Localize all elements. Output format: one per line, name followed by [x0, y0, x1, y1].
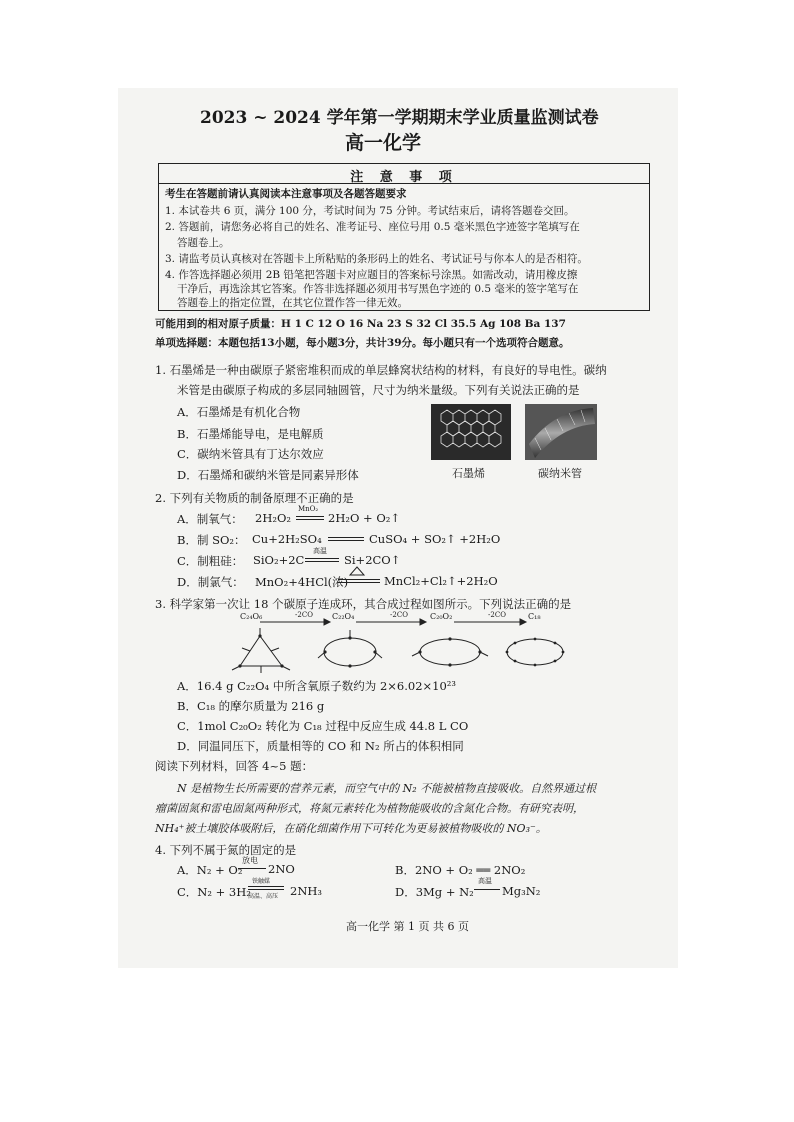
- q3-synthesis-diagram: [230, 618, 570, 674]
- q2-option-d-label: D．制氯气：: [177, 575, 244, 589]
- q4-option-a-right: 2NO: [268, 862, 295, 876]
- q3-species-1: C₂₄O₆: [240, 612, 263, 621]
- reading-paragraph-3: NH₄⁺被土壤胶体吸附后，在硝化细菌作用下可转化为更易被植物吸收的 NO₃⁻。: [155, 822, 547, 835]
- subject-title: 高一化学: [345, 132, 422, 154]
- q4-option-c-cond-bottom: 高温、高压: [248, 893, 279, 900]
- q2-option-d-equals: [338, 579, 380, 583]
- q2-option-d-right: MnCl₂+Cl₂↑+2H₂O: [384, 574, 498, 588]
- nanotube-caption: 碳纳米管: [538, 467, 582, 480]
- q4-option-d-arrow: [474, 889, 500, 890]
- q2-option-a-right: 2H₂O + O₂↑: [328, 511, 401, 525]
- q1-option-a: A．石墨烯是有机化合物: [177, 405, 301, 419]
- q4-option-a-cond: 放电: [242, 856, 258, 865]
- notice-divider: [159, 183, 649, 184]
- q1-stem-1: 1. 石墨烯是一种由碳原子紧密堆积而成的单层蜂窝状结构的材料，有良好的导电性。碳纳: [155, 363, 607, 377]
- q4-option-c-arrow: [248, 886, 284, 890]
- reading-paragraph-1: N 是植物生长所需要的营养元素，而空气中的 N₂ 不能被植物直接吸收。自然界通过根: [177, 782, 597, 795]
- q2-stem: 2. 下列有关物质的制备原理不正确的是: [155, 491, 354, 505]
- q2-option-b-right: CuSO₄ + SO₂↑ +2H₂O: [369, 532, 501, 546]
- q2-option-a-left: 2H₂O₂: [255, 511, 291, 525]
- q3-molecule-3: [420, 639, 480, 665]
- exam-title: 2023 ~ 2024 学年第一学期期末学业质量监测试卷: [200, 108, 599, 128]
- q4-option-c-cond-top: 铁触媒: [252, 878, 271, 885]
- q3-stem: 3. 科学家第一次让 18 个碳原子连成环，其合成过程如图所示。下列说法正确的是: [155, 597, 572, 611]
- q3-option-b: B．C₁₈ 的摩尔质量为 216 g: [177, 699, 325, 713]
- q2-option-c-equals: [305, 558, 339, 562]
- q2-option-b-equals: [328, 537, 364, 541]
- q4-option-a-arrow: [238, 868, 266, 869]
- q2-option-c-right: Si+2CO↑: [344, 553, 401, 567]
- notice-line-4c: 答题卷上的指定位置，在其它位置作答一律无效。: [177, 297, 408, 309]
- q2-option-d-heat-icon: [348, 561, 366, 580]
- q2-option-c-cond: 高温: [313, 547, 327, 555]
- nanotube-image: [525, 404, 597, 460]
- notice-line-4: 4. 作答选择题必须用 2B 铅笔把答题卡对应题目的答案标号涂黑。如需改动，请用橡皮擦: [165, 269, 578, 281]
- atomic-masses: 可能用到的相对原子质量：H 1 C 12 O 16 Na 23 S 32 Cl 35.5 Ag 108 Ba 137: [155, 318, 566, 330]
- q2-option-a-equals: [296, 516, 324, 520]
- q3-option-c: C．1mol C₂₀O₂ 转化为 C₁₈ 过程中反应生成 44.8 L CO: [177, 719, 469, 733]
- q1-stem-2: 米管是由碳原子构成的多层同轴圆管，尺寸为纳米量级。下列有关说法正确的是: [177, 383, 580, 397]
- q3-arrowhead-2: [420, 619, 426, 625]
- q3-arrow-label-3: -2CO: [488, 611, 506, 619]
- q4-option-d-right: Mg₃N₂: [502, 884, 541, 898]
- q4-option-a-left: A．N₂ + O₂: [177, 863, 243, 877]
- q3-molecule-1: [240, 636, 282, 666]
- notice-line-4b: 干净后，再选涂其它答案。作答非选择题必须用书写黑色字迹的 0.5 毫米的签字笔写在: [177, 283, 579, 295]
- q3-species-4: C₁₈: [528, 612, 541, 621]
- page-footer: 高一化学 第 1 页 共 6 页: [346, 920, 469, 933]
- section-heading: 单项选择题：本题包括13小题，每小题3分，共计39分。每小题只有一个选项符合题意。: [155, 337, 570, 349]
- q3-species-3: C₂₀O₂: [430, 612, 453, 621]
- q1-option-d: D．石墨烯和碳纳米管是同素异形体: [177, 468, 359, 482]
- notice-line-2b: 答题卷上。: [177, 237, 230, 249]
- q3-option-a: A．16.4 g C₂₂O₄ 中所含氧原子数约为 2×6.02×10²³: [177, 679, 456, 693]
- q3-molecule-2: [324, 638, 376, 666]
- q2-option-a-cond: MnO₂: [298, 505, 319, 513]
- graphene-caption: 石墨烯: [452, 467, 485, 480]
- q2-option-c-left: SiO₂+2C: [253, 553, 305, 567]
- notice-line-1: 1. 本试卷共 6 页，满分 100 分，考试时间为 75 分钟。考试结束后，请将答题卷交回。: [165, 205, 575, 217]
- q3-arrow-label-1: -2CO: [295, 611, 313, 619]
- q3-arrow-label-2: -2CO: [390, 611, 408, 619]
- notice-line-3: 3. 请监考员认真核对在答题卡上所粘贴的条形码上的姓名、考试证号与你本人的是否相符。: [165, 253, 588, 265]
- q1-option-c: C．碳纳米管具有丁达尔效应: [177, 447, 324, 461]
- q3-arrowhead-1: [324, 619, 330, 625]
- reading-intro: 阅读下列材料，回答 4~5 题：: [155, 759, 314, 773]
- q4-option-b: B．2NO + O₂ ══ 2NO₂: [395, 863, 526, 877]
- notice-line-2: 2. 答题前，请您务必将自己的姓名、准考证号、座位号用 0.5 毫米黑色字迹签字笔填写在: [165, 221, 580, 233]
- q2-option-c-label: C．制粗硅：: [177, 554, 244, 568]
- q4-option-c-left: C．N₂ + 3H₂: [177, 885, 251, 899]
- graphene-image: [431, 404, 511, 460]
- q3-arrowhead-3: [520, 619, 526, 625]
- q4-option-d-cond: 高温: [478, 877, 492, 885]
- q4-option-d-left: D．3Mg + N₂: [395, 885, 474, 899]
- notice-title: 注 意 事 项: [350, 170, 458, 185]
- notice-subtitle: 考生在答题前请认真阅读本注意事项及各题答题要求: [165, 188, 407, 200]
- q2-option-b-left: Cu+2H₂SO₄: [252, 532, 322, 546]
- q1-option-b: B．石墨烯能导电，是电解质: [177, 427, 324, 441]
- q2-option-a-label: A．制氧气：: [177, 512, 243, 526]
- q3-option-d: D．同温同压下，质量相等的 CO 和 N₂ 所占的体积相同: [177, 739, 464, 753]
- q3-species-2: C₂₂O₄: [332, 612, 355, 621]
- q4-option-c-right: 2NH₃: [290, 884, 323, 898]
- reading-paragraph-2: 瘤菌固氮和雷电固氮两种形式，将氮元素转化为植物能吸收的含氮化合物。有研究表明，: [155, 802, 584, 815]
- q2-option-b-label: B．制 SO₂：: [177, 533, 246, 547]
- q2-option-d-left: MnO₂+4HCl(浓): [255, 575, 349, 589]
- q4-stem: 4. 下列不属于氮的固定的是: [155, 843, 297, 857]
- notice-box: [158, 163, 650, 311]
